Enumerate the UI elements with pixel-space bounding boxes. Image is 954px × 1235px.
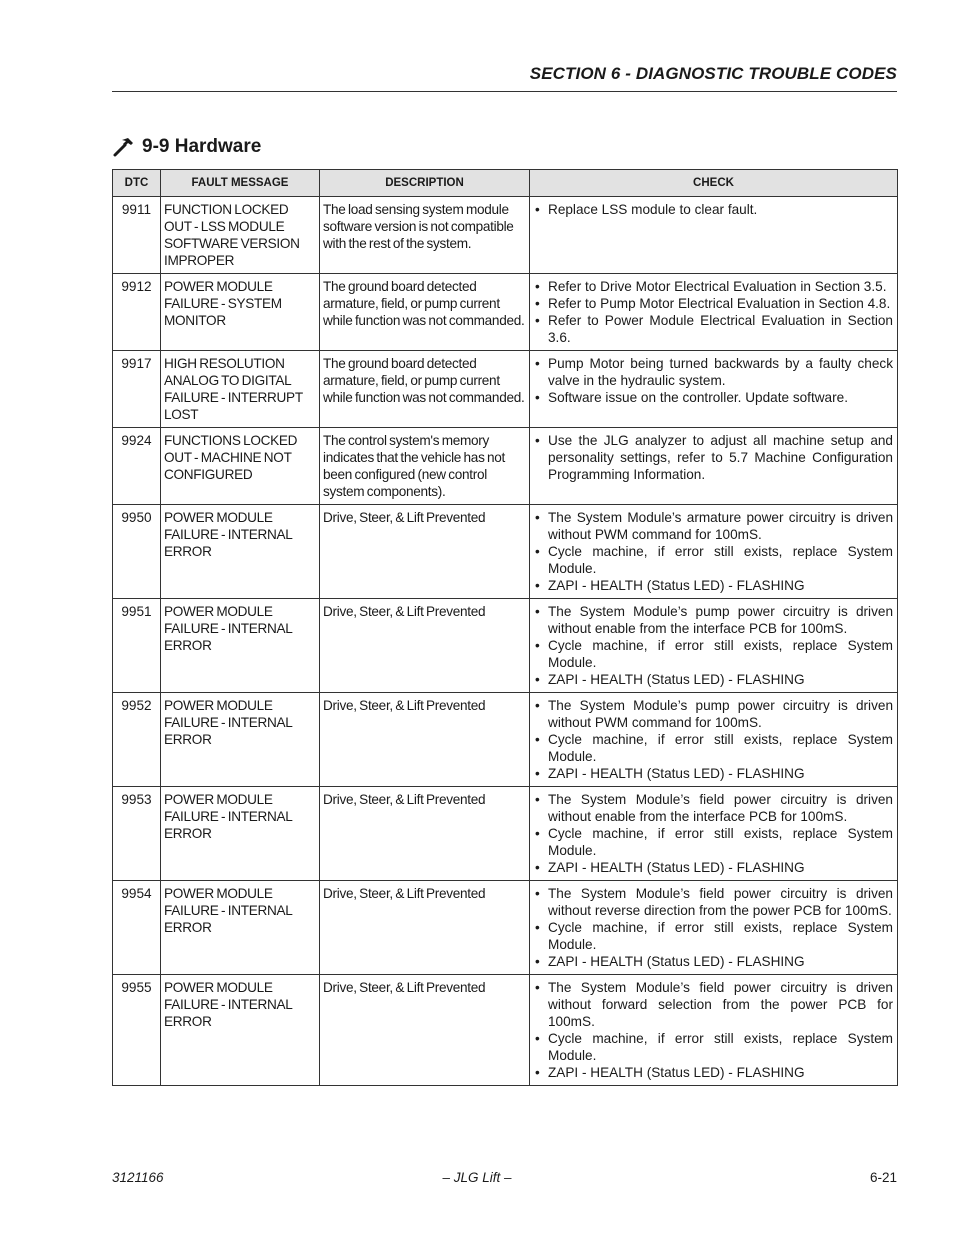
check-item: • The System Module’s field power circuitry is driven without reverse direction from the power PCB for 100mS. bbox=[533, 885, 893, 919]
table-row bbox=[113, 975, 898, 1086]
check-item: • Cycle machine, if error still exists, replace System Module. bbox=[533, 731, 893, 765]
doc-number: 3121166 bbox=[112, 1170, 164, 1185]
check-item: • ZAPI - HEALTH (Status LED) - FLASHING bbox=[533, 671, 893, 688]
check-item: • ZAPI - HEALTH (Status LED) - FLASHING bbox=[533, 577, 893, 594]
table-row bbox=[113, 693, 898, 787]
fault-message: POWER MODULE FAILURE - INTERNAL ERROR bbox=[161, 693, 320, 787]
table-body bbox=[113, 197, 898, 1086]
hammer-icon bbox=[112, 135, 136, 159]
check-item: • Refer to Power Module Electrical Evaluation in Section 3.6. bbox=[533, 312, 893, 346]
dtc-code: 9953 bbox=[113, 787, 161, 881]
check-item: • The System Module’s field power circuitry is driven without enable from the interface PCB for 100mS. bbox=[533, 791, 893, 825]
dtc-code: 9917 bbox=[113, 351, 161, 428]
footer-brand: – JLG Lift – bbox=[442, 1170, 512, 1185]
description: The ground board detected armature, field, or pump current while function was not commanded. bbox=[320, 351, 530, 428]
check-list bbox=[533, 355, 893, 406]
description: The ground board detected armature, field, or pump current while function was not commanded. bbox=[320, 274, 530, 351]
check-list bbox=[533, 509, 893, 594]
dtc-code: 9912 bbox=[113, 274, 161, 351]
table-row bbox=[113, 881, 898, 975]
fault-message: FUNCTION LOCKED OUT - LSS MODULE SOFTWARE VERSION IMPROPER bbox=[161, 197, 320, 274]
table-row bbox=[113, 428, 898, 505]
fault-message: POWER MODULE FAILURE - INTERNAL ERROR bbox=[161, 787, 320, 881]
check-cell bbox=[530, 505, 898, 599]
check-item: • ZAPI - HEALTH (Status LED) - FLASHING bbox=[533, 765, 893, 782]
table-row bbox=[113, 599, 898, 693]
check-item: • Cycle machine, if error still exists, replace System Module. bbox=[533, 1030, 893, 1064]
section-title: SECTION 6 - DIAGNOSTIC TROUBLE CODES bbox=[529, 64, 897, 83]
table-row bbox=[113, 351, 898, 428]
check-item: • Cycle machine, if error still exists, replace System Module. bbox=[533, 825, 893, 859]
dtc-table bbox=[112, 169, 898, 1086]
check-cell bbox=[530, 881, 898, 975]
table-row bbox=[113, 274, 898, 351]
check-item: • The System Module’s armature power circuitry is driven without PWM command for 100mS. bbox=[533, 509, 893, 543]
dtc-code: 9951 bbox=[113, 599, 161, 693]
check-cell bbox=[530, 599, 898, 693]
check-cell bbox=[530, 693, 898, 787]
description: Drive, Steer, & Lift Prevented bbox=[320, 505, 530, 599]
check-item: • Replace LSS module to clear fault. bbox=[533, 201, 893, 218]
fault-message: POWER MODULE FAILURE - INTERNAL ERROR bbox=[161, 975, 320, 1086]
check-list bbox=[533, 603, 893, 688]
dtc-code: 9954 bbox=[113, 881, 161, 975]
fault-message: POWER MODULE FAILURE - INTERNAL ERROR bbox=[161, 881, 320, 975]
check-item: • Pump Motor being turned backwards by a faulty check valve in the hydraulic system. bbox=[533, 355, 893, 389]
description: The control system's memory indicates that the vehicle has not been configured (new control system components). bbox=[320, 428, 530, 505]
description: Drive, Steer, & Lift Prevented bbox=[320, 599, 530, 693]
dtc-code: 9952 bbox=[113, 693, 161, 787]
fault-message: POWER MODULE FAILURE - INTERNAL ERROR bbox=[161, 599, 320, 693]
check-list bbox=[533, 979, 893, 1081]
column-header-check: CHECK bbox=[530, 170, 898, 197]
check-list bbox=[533, 697, 893, 782]
check-item: • Use the JLG analyzer to adjust all machine setup and personality settings, refer to 5.7 Machine Configuration Programming Information. bbox=[533, 432, 893, 483]
check-item: • Refer to Drive Motor Electrical Evaluation in Section 3.5. bbox=[533, 278, 893, 295]
dtc-code: 9924 bbox=[113, 428, 161, 505]
description: Drive, Steer, & Lift Prevented bbox=[320, 881, 530, 975]
dtc-code: 9950 bbox=[113, 505, 161, 599]
check-list bbox=[533, 278, 893, 346]
description: Drive, Steer, & Lift Prevented bbox=[320, 787, 530, 881]
check-item: • ZAPI - HEALTH (Status LED) - FLASHING bbox=[533, 953, 893, 970]
description: The load sensing system module software version is not compatible with the rest of the system. bbox=[320, 197, 530, 274]
fault-message: POWER MODULE FAILURE - INTERNAL ERROR bbox=[161, 505, 320, 599]
dtc-code: 9911 bbox=[113, 197, 161, 274]
header-divider bbox=[112, 91, 897, 92]
table-row bbox=[113, 197, 898, 274]
check-item: • ZAPI - HEALTH (Status LED) - FLASHING bbox=[533, 859, 893, 876]
check-list bbox=[533, 885, 893, 970]
column-header-fault-message: FAULT MESSAGE bbox=[161, 170, 320, 197]
check-item: • The System Module’s field power circuitry is driven without forward selection from the power PCB for 100mS. bbox=[533, 979, 893, 1030]
page-number: 6-21 bbox=[869, 1170, 897, 1185]
heading-title: 9-9 Hardware bbox=[142, 136, 262, 157]
column-header-description: DESCRIPTION bbox=[320, 170, 530, 197]
description: Drive, Steer, & Lift Prevented bbox=[320, 975, 530, 1086]
check-item: • Refer to Pump Motor Electrical Evaluation in Section 4.8. bbox=[533, 295, 893, 312]
dtc-code: 9955 bbox=[113, 975, 161, 1086]
check-cell bbox=[530, 197, 898, 274]
check-list bbox=[533, 791, 893, 876]
table-header-row bbox=[113, 170, 898, 197]
check-item: • The System Module’s pump power circuitry is driven without enable from the interface PCB for 100mS. bbox=[533, 603, 893, 637]
fault-message: HIGH RESOLUTION ANALOG TO DIGITAL FAILURE - INTERRUPT LOST bbox=[161, 351, 320, 428]
check-cell bbox=[530, 274, 898, 351]
check-cell bbox=[530, 351, 898, 428]
table-row bbox=[113, 787, 898, 881]
check-cell bbox=[530, 428, 898, 505]
table-row bbox=[113, 505, 898, 599]
section-heading bbox=[112, 135, 261, 159]
check-cell bbox=[530, 975, 898, 1086]
description: Drive, Steer, & Lift Prevented bbox=[320, 693, 530, 787]
column-header-dtc: DTC bbox=[113, 170, 161, 197]
check-cell bbox=[530, 787, 898, 881]
check-item: • Cycle machine, if error still exists, replace System Module. bbox=[533, 919, 893, 953]
check-item: • Software issue on the controller. Update software. bbox=[533, 389, 893, 406]
check-item: • The System Module’s pump power circuitry is driven without PWM command for 100mS. bbox=[533, 697, 893, 731]
check-item: • ZAPI - HEALTH (Status LED) - FLASHING bbox=[533, 1064, 893, 1081]
fault-message: POWER MODULE FAILURE - SYSTEM MONITOR bbox=[161, 274, 320, 351]
check-item: • Cycle machine, if error still exists, replace System Module. bbox=[533, 543, 893, 577]
check-item: • Cycle machine, if error still exists, replace System Module. bbox=[533, 637, 893, 671]
check-list bbox=[533, 432, 893, 483]
fault-message: FUNCTIONS LOCKED OUT - MACHINE NOT CONFIGURED bbox=[161, 428, 320, 505]
check-list bbox=[533, 201, 893, 218]
